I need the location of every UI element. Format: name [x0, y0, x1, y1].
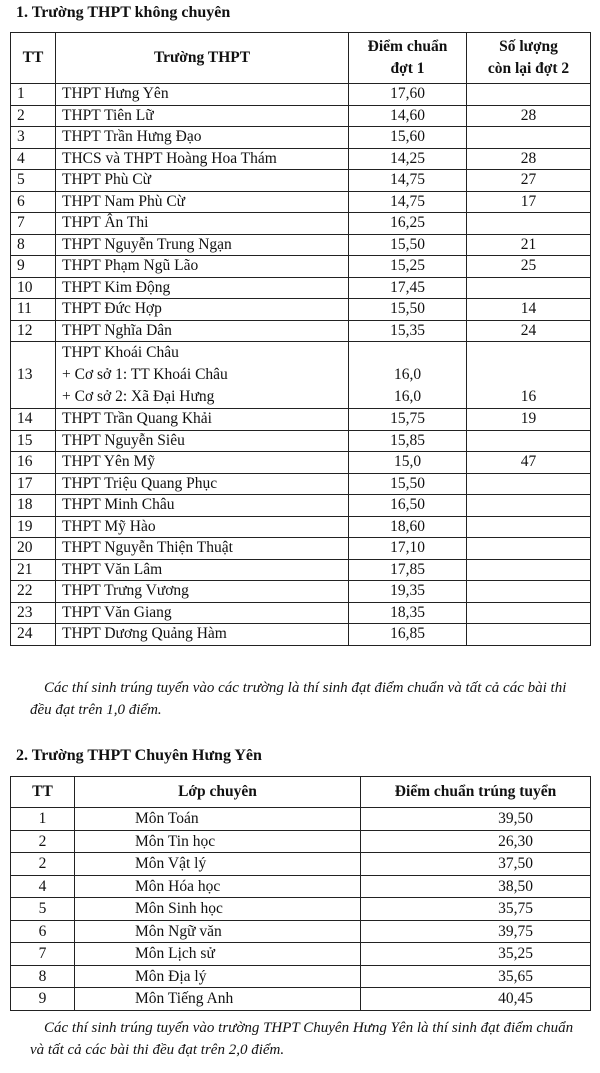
row-13-remaining	[467, 342, 591, 409]
row-remaining: 47	[467, 452, 591, 474]
table-row	[11, 170, 591, 192]
section-1-heading: 1. Trường THPT không chuyên	[16, 4, 231, 21]
row-13-line3: + Cơ sở 2: Xã Đại Hưng	[62, 388, 215, 405]
row-remaining: 14	[467, 299, 591, 321]
row-remaining: 27	[467, 170, 591, 192]
row-remaining	[467, 495, 591, 517]
table-row	[11, 875, 591, 898]
table-row	[11, 299, 591, 321]
row-tt: 19	[11, 516, 56, 538]
row-remaining	[467, 559, 591, 581]
row-tt: 22	[11, 581, 56, 603]
table-row	[11, 559, 591, 581]
table-row	[11, 808, 591, 831]
row-tt: 1	[11, 808, 75, 831]
header-class: Lớp chuyên	[75, 777, 361, 808]
row-class: Môn Sinh học	[75, 898, 361, 921]
table-row	[11, 234, 591, 256]
row-score: 15,75	[349, 409, 467, 431]
row-school: THPT Nguyễn Trung Ngạn	[56, 234, 349, 256]
row-score: 40,45	[361, 988, 591, 1011]
header-remaining-line2: còn lại đợt 2	[487, 60, 570, 77]
row-score: 38,50	[361, 875, 591, 898]
row-score: 35,25	[361, 943, 591, 966]
row-school: THPT Triệu Quang Phục	[56, 473, 349, 495]
table-row	[11, 581, 591, 603]
row-remaining: 28	[467, 148, 591, 170]
header-score-line2: đợt 1	[390, 60, 425, 77]
row-score: 39,50	[361, 808, 591, 831]
row-remaining	[467, 430, 591, 452]
section-1-note: Các thí sinh trúng tuyển vào các trường là thí sinh đạt điểm chuẩn và tất cả các bài thi đều đạt trên 1,0 điểm.	[30, 680, 567, 718]
row-13-rem3: 16	[520, 388, 537, 405]
row-score: 14,75	[349, 170, 467, 192]
row-school: THPT Đức Hợp	[56, 299, 349, 321]
row-tt: 4	[11, 148, 56, 170]
row-school: THPT Nghĩa Dân	[56, 320, 349, 342]
row-tt: 9	[11, 256, 56, 278]
row-13-score3: 16,0	[393, 388, 422, 405]
row-13-score	[349, 342, 467, 409]
row-tt: 2	[11, 830, 75, 853]
row-tt: 7	[11, 213, 56, 235]
row-school: THPT Trưng Vương	[56, 581, 349, 603]
row-remaining	[467, 473, 591, 495]
row-tt: 24	[11, 624, 56, 646]
row-remaining: 21	[467, 234, 591, 256]
row-score: 16,50	[349, 495, 467, 517]
row-tt: 1	[11, 84, 56, 106]
row-school: THPT Văn Lâm	[56, 559, 349, 581]
table-row	[11, 191, 591, 213]
row-tt: 20	[11, 538, 56, 560]
row-remaining	[467, 84, 591, 106]
row-school: THPT Nguyễn Thiện Thuật	[56, 538, 349, 560]
row-tt: 15	[11, 430, 56, 452]
table-row	[11, 213, 591, 235]
table-row	[11, 320, 591, 342]
row-class: Môn Địa lý	[75, 965, 361, 988]
row-score: 15,25	[349, 256, 467, 278]
row-score: 35,65	[361, 965, 591, 988]
row-tt: 16	[11, 452, 56, 474]
header-tt: TT	[11, 777, 75, 808]
row-score: 15,60	[349, 127, 467, 149]
table-row	[11, 920, 591, 943]
row-tt: 2	[11, 105, 56, 127]
row-tt: 5	[11, 898, 75, 921]
table-header-row	[11, 777, 591, 808]
row-score: 15,50	[349, 299, 467, 321]
row-remaining: 28	[467, 105, 591, 127]
table-row	[11, 965, 591, 988]
row-class: Môn Hóa học	[75, 875, 361, 898]
row-score: 15,50	[349, 234, 467, 256]
row-remaining	[467, 602, 591, 624]
row-school: THPT Yên Mỹ	[56, 452, 349, 474]
row-tt: 6	[11, 920, 75, 943]
row-13-tt: 13	[11, 342, 56, 409]
table-row	[11, 943, 591, 966]
row-score: 15,0	[349, 452, 467, 474]
row-school: THPT Trần Hưng Đạo	[56, 127, 349, 149]
row-tt: 8	[11, 234, 56, 256]
row-tt: 4	[11, 875, 75, 898]
table-row	[11, 105, 591, 127]
section-2-note: Các thí sinh trúng tuyển vào trường THPT Chuyên Hưng Yên là thí sinh đạt điểm chuẩn và tất cả các bài thi đều đạt trên 2,0 điểm.	[30, 1020, 574, 1058]
row-school: THPT Trần Quang Khải	[56, 409, 349, 431]
non-specialized-schools-table	[10, 32, 591, 646]
specialized-school-table	[10, 776, 591, 1011]
row-tt: 23	[11, 602, 56, 624]
table-row	[11, 602, 591, 624]
row-class: Môn Vật lý	[75, 853, 361, 876]
row-tt: 8	[11, 965, 75, 988]
row-school: THPT Văn Giang	[56, 602, 349, 624]
table-row-13	[11, 342, 591, 409]
row-score: 14,60	[349, 105, 467, 127]
row-score: 17,85	[349, 559, 467, 581]
row-class: Môn Lịch sử	[75, 943, 361, 966]
row-remaining	[467, 538, 591, 560]
row-score: 37,50	[361, 853, 591, 876]
row-score: 16,25	[349, 213, 467, 235]
table-row	[11, 277, 591, 299]
table-row	[11, 898, 591, 921]
row-tt: 21	[11, 559, 56, 581]
row-remaining	[467, 516, 591, 538]
row-remaining	[467, 624, 591, 646]
row-tt: 10	[11, 277, 56, 299]
row-tt: 12	[11, 320, 56, 342]
row-score: 15,85	[349, 430, 467, 452]
row-tt: 18	[11, 495, 56, 517]
row-school: THPT Phù Cừ	[56, 170, 349, 192]
table-row	[11, 624, 591, 646]
table-row	[11, 127, 591, 149]
table-row	[11, 988, 591, 1011]
header-tt: TT	[11, 33, 56, 84]
header-score: Điểm chuẩn trúng tuyển	[361, 777, 591, 808]
row-school: THPT Nam Phù Cừ	[56, 191, 349, 213]
row-score: 17,45	[349, 277, 467, 299]
row-remaining: 25	[467, 256, 591, 278]
table-row	[11, 430, 591, 452]
row-tt: 6	[11, 191, 56, 213]
row-score: 16,85	[349, 624, 467, 646]
row-score: 15,50	[349, 473, 467, 495]
row-score: 17,60	[349, 84, 467, 106]
table-row	[11, 495, 591, 517]
section-2-heading: 2. Trường THPT Chuyên Hưng Yên	[16, 747, 262, 764]
row-school: THPT Minh Châu	[56, 495, 349, 517]
table-row	[11, 256, 591, 278]
row-class: Môn Ngữ văn	[75, 920, 361, 943]
row-tt: 14	[11, 409, 56, 431]
row-score: 14,75	[349, 191, 467, 213]
row-remaining: 19	[467, 409, 591, 431]
row-tt: 3	[11, 127, 56, 149]
row-score: 14,25	[349, 148, 467, 170]
table-row	[11, 148, 591, 170]
table-row	[11, 516, 591, 538]
row-school: THPT Tiên Lữ	[56, 105, 349, 127]
row-school: THCS và THPT Hoàng Hoa Thám	[56, 148, 349, 170]
table-row	[11, 538, 591, 560]
row-remaining	[467, 127, 591, 149]
table-row	[11, 452, 591, 474]
table-row	[11, 830, 591, 853]
row-13-score2: 16,0	[393, 366, 422, 383]
row-school: THPT Phạm Ngũ Lão	[56, 256, 349, 278]
row-tt: 7	[11, 943, 75, 966]
row-13-line1: THPT Khoái Châu	[62, 344, 179, 361]
row-class: Môn Toán	[75, 808, 361, 831]
header-remaining-line1: Số lượng	[499, 38, 558, 55]
header-school: Trường THPT	[56, 33, 349, 84]
table-row	[11, 409, 591, 431]
table-row	[11, 853, 591, 876]
row-tt: 5	[11, 170, 56, 192]
row-13-line2: + Cơ sở 1: TT Khoái Châu	[62, 366, 228, 383]
row-tt: 2	[11, 853, 75, 876]
row-score: 18,35	[349, 602, 467, 624]
row-remaining: 17	[467, 191, 591, 213]
header-remaining	[467, 33, 591, 84]
row-school: THPT Mỹ Hào	[56, 516, 349, 538]
row-remaining	[467, 581, 591, 603]
row-class: Môn Tiếng Anh	[75, 988, 361, 1011]
row-13-school	[56, 342, 349, 409]
row-score: 15,35	[349, 320, 467, 342]
row-score: 26,30	[361, 830, 591, 853]
row-remaining	[467, 213, 591, 235]
row-score: 17,10	[349, 538, 467, 560]
row-tt: 11	[11, 299, 56, 321]
row-score: 39,75	[361, 920, 591, 943]
row-school: THPT Dương Quảng Hàm	[56, 624, 349, 646]
row-school: THPT Hưng Yên	[56, 84, 349, 106]
row-remaining: 24	[467, 320, 591, 342]
row-score: 35,75	[361, 898, 591, 921]
row-score: 18,60	[349, 516, 467, 538]
row-school: THPT Ân Thi	[56, 213, 349, 235]
row-remaining	[467, 277, 591, 299]
row-school: THPT Kim Động	[56, 277, 349, 299]
header-score	[349, 33, 467, 84]
row-class: Môn Tin học	[75, 830, 361, 853]
row-tt: 17	[11, 473, 56, 495]
row-score: 19,35	[349, 581, 467, 603]
row-school: THPT Nguyễn Siêu	[56, 430, 349, 452]
table-row	[11, 84, 591, 106]
table-header-row	[11, 33, 591, 84]
row-tt: 9	[11, 988, 75, 1011]
table-row	[11, 473, 591, 495]
header-score-line1: Điểm chuẩn	[367, 38, 448, 55]
